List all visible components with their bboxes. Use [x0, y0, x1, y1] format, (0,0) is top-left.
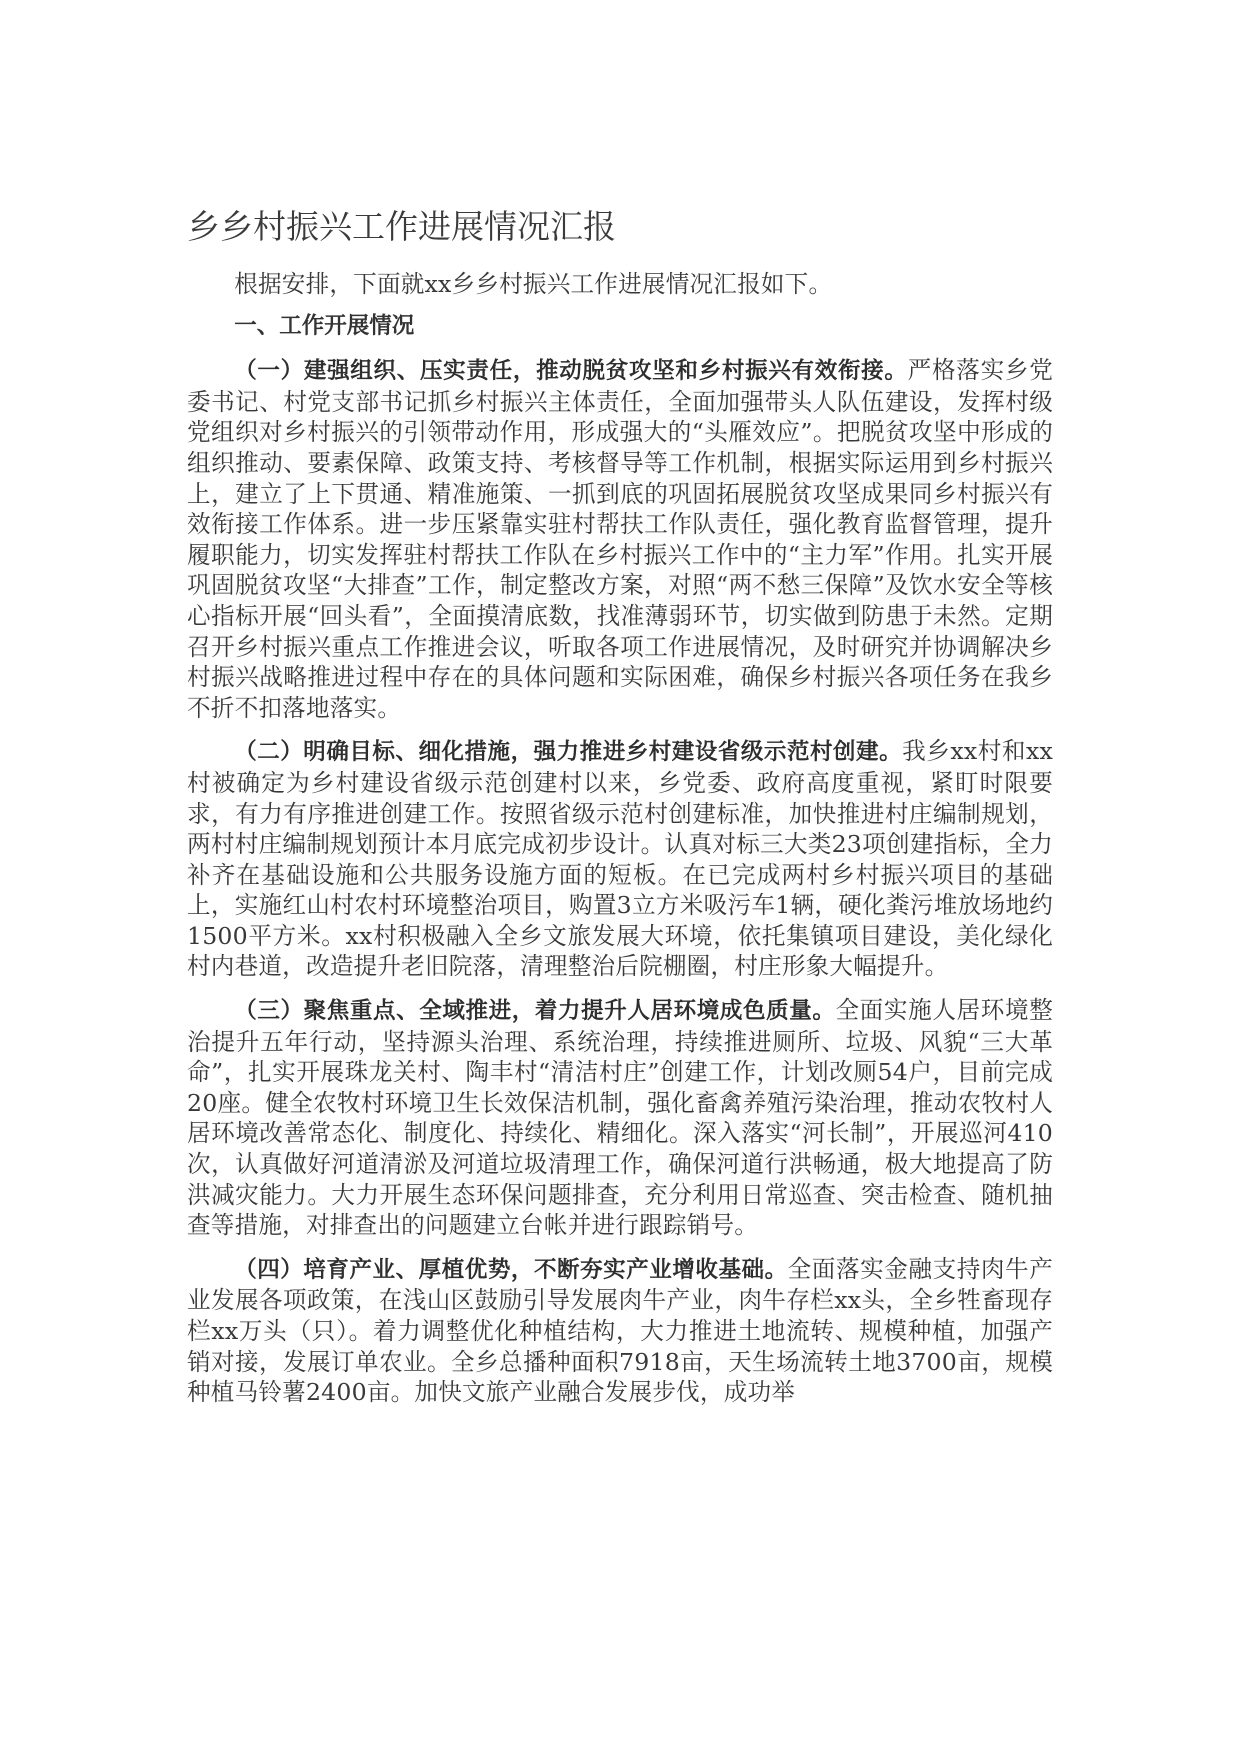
paragraph-2-lead: （二）明确目标、细化措施，强力推进乡村建设省级示范村创建。 [234, 739, 903, 766]
paragraph-3 [187, 995, 1053, 1241]
paragraph-1-lead: （一）建强组织、压实责任，推动脱贫攻坚和乡村振兴有效衔接。 [234, 358, 908, 385]
paragraph-2 [187, 736, 1053, 982]
document-title: 乡乡村振兴工作进展情况汇报 [187, 207, 616, 246]
paragraph-2-body: 我乡xx村和xx村被确定为乡村建设省级示范创建村以来，乡党委、政府高度重视，紧盯时限要求，有力有序推进创建工作。按照省级示范村创建标准，加快推进村庄编制规划，两村村庄编制规划预计本月底完成初步设计。认真对标三大类23项创建指标，全力补齐在基础设施和公共服务设施方面的短板。在已完成两村乡村振兴项目的基础上，实施红山村农村环境整治项目，购置3立方米吸污车1辆，硬化粪污堆放场地约1500平方米。xx村积极融入全乡文旅发展大环境，依托集镇项目建设，美化绿化村内巷道，改造提升老旧院落，清理整治后院棚圈，村庄形象大幅提升。 [187, 737, 1053, 981]
paragraph-1-body: 严格落实乡党委书记、村党支部书记抓乡村振兴主体责任，全面加强带头人队伍建设，发挥村级党组织对乡村振兴的引领带动作用，形成强大的“头雁效应”。把脱贫攻坚中形成的组织推动、要素保障、政策支持、考核督导等工作机制，根据实际运用到乡村振兴上，建立了上下贯通、精准施策、一抓到底的巩固拓展脱贫攻坚成果同乡村振兴有效衔接工作体系。进一步压紧靠实驻村帮扶工作队责任，强化教育监督管理，提升履职能力，切实发挥驻村帮扶工作队在乡村振兴工作中的“主力军”作用。扎实开展巩固脱贫攻坚“大排查”工作，制定整改方案，对照“两不愁三保障”及饮水安全等核心指标开展“回头看”，全面摸清底数，找准薄弱环节，切实做到防患于未然。定期召开乡村振兴重点工作推进会议，听取各项工作进展情况，及时研究并协调解决乡村振兴战略推进过程中存在的具体问题和实际困难，确保乡村振兴各项任务在我乡不折不扣落地落实。 [187, 356, 1053, 722]
paragraph-4-body: 全面落实金融支持肉牛产业发展各项政策，在浅山区鼓励引导发展肉牛产业，肉牛存栏xx头，全乡牲畜现存栏xx万头（只）。着力调整优化种植结构，大力推进土地流转、规模种植，加强产销对接，发展订单农业。全乡总播种面积7918亩，天生场流转土地3700亩，规模种植马铃薯2400亩。加快文旅产业融合发展步伐，成功举 [187, 1254, 1053, 1407]
paragraph-4-lead: （四）培育产业、厚植优势，不断夯实产业增收基础。 [234, 1256, 788, 1283]
paragraph-4 [187, 1254, 1053, 1408]
section-heading: 一、工作开展情况 [234, 312, 415, 339]
paragraph-1 [187, 355, 1053, 723]
paragraph-3-body: 全面实施人居环境整治提升五年行动，坚持源头治理、系统治理，持续推进厕所、垃圾、风貌“三大革命”，扎实开展珠龙关村、陶丰村“清洁村庄”创建工作，计划改厕54户，目前完成20座。健全农牧村环境卫生长效保洁机制，强化畜禽养殖污染治理，推动农牧村人居环境改善常态化、制度化、持续化、精细化。深入落实“河长制”，开展巡河410次，认真做好河道清淤及河道垃圾清理工作，确保河道行洪畅通，极大地提高了防洪减灾能力。大力开展生态环保问题排查，充分利用日常巡查、突击检查、随机抽查等措施，对排查出的问题建立台帐并进行跟踪销号。 [187, 996, 1053, 1240]
document-page [187, 203, 1053, 1421]
paragraph-3-lead: （三）聚焦重点、全域推进，着力提升人居环境成色质量。 [234, 998, 836, 1025]
intro-paragraph: 根据安排，下面就xx乡乡村振兴工作进展情况汇报如下。 [234, 270, 833, 298]
